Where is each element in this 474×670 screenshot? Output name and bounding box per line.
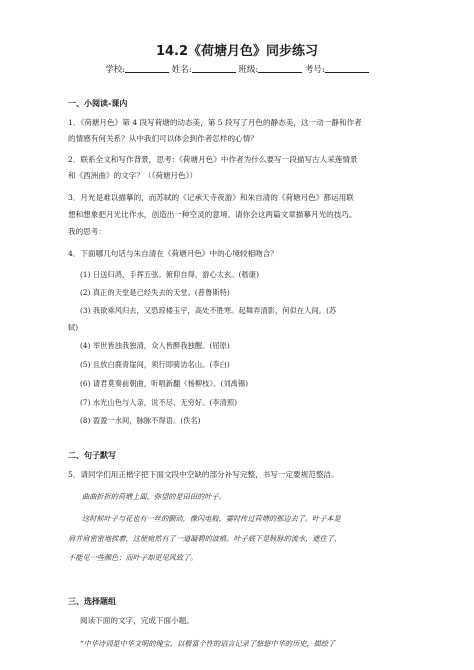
option-1: (1) 日送归鸿，手挥五弦。俯仰自得，游心太玄。(嵇康): [80, 270, 260, 279]
question-1-line-1: 1．《荷塘月色》第 4 段写荷塘的动态美，第 5 段写了月色的静态美，这一动一静和作者: [68, 118, 362, 127]
class-label: 班级:: [238, 65, 259, 75]
option-2: (2) 真正的天堂是已经失去的天堂。(普鲁斯特): [80, 288, 230, 297]
exam-no-label: 考号:: [304, 65, 325, 75]
passage-line-1: 曲曲折折的荷塘上面，弥望的是田田的叶子。: [82, 492, 226, 501]
school-label: 学校:: [105, 65, 126, 75]
option-3: (3) 我欲乘风归去，又恐琼楼玉宇，高处不胜寒。起舞弄清影，何似在人间。(苏: [80, 306, 337, 315]
question-1-line-2: 的情感有何关系？从中我们可以体会到作者怎样的心情？: [68, 134, 258, 143]
school-blank[interactable]: [125, 63, 169, 73]
name-blank[interactable]: [192, 63, 236, 73]
question-3-answer-label: 我的思考：: [68, 227, 106, 236]
passage-line-4: 不能见一些颜色；而叶子却更见风致了。: [68, 553, 198, 562]
passage-line-2: 这时候叶子与花也有一丝的颤动，像闪电般，霎时传过荷塘的那边去了。叶子本是: [82, 514, 341, 523]
option-4: (4) 举世皆浊我独清，众人皆醉我独醒。(屈原): [80, 341, 230, 350]
option-6: (6) 请君莫奏前朝曲，听唱新翻《杨柳枝》。(刘禹锡): [80, 379, 249, 388]
class-blank[interactable]: [258, 63, 302, 73]
section-3-passage-line: “中华诗词是中华文明的瑰宝，以极富个性的语言记录了悠悠中华的历史，描绘了: [80, 639, 336, 648]
question-4-stem: 4．下面哪几句话与朱自清在《荷塘月色》中的心境较相吻合？: [68, 249, 278, 258]
name-label: 姓名:: [171, 65, 192, 75]
passage-line-3: 肩并肩密密地挨着，这便宛然有了一道凝碧的波痕。叶子底下是脉脉的流水，遮住了，: [68, 534, 342, 543]
section-heading-choice: 三、选择题组: [68, 597, 116, 606]
question-2-line-1: 2．联系全文和写作背景，思考：《荷塘月色》中作者为什么要写一段描写古人采莲情景: [68, 155, 358, 164]
student-info-line: [0, 63, 474, 75]
question-3-line-2: 想和想象把月光比作水，创造出一种空灵的意境。请你会这两篇文章描摹月光的技巧。: [68, 210, 357, 219]
exam-no-blank[interactable]: [325, 63, 369, 73]
question-2-line-2: 和《西洲曲》的文字？（《荷塘月色》）: [68, 171, 198, 180]
option-5: (5) 且放白鹿青崖间，须行即骑访名山。(李白): [80, 360, 230, 369]
option-7: (7) 水光山色与人亲，说不尽、无穷好。(李清照): [80, 398, 238, 407]
question-5-stem: 5．请同学们用正楷字把下面文段中空缺的部分补写完整，书写一定要规范整洁。: [68, 470, 339, 479]
document-title: 14.2《荷塘月色》同步练习: [155, 44, 319, 59]
section-3-instruction: 阅读下面的文字，完成下面小题。: [80, 616, 194, 625]
option-3-continued: 轼): [68, 323, 79, 332]
option-8: (8) 盈盈一水间，脉脉不得语。(佚名): [80, 416, 201, 425]
question-3-line-1: 3．月光是难以描摹的，而苏轼的《记承天寺夜游》和朱自清的《荷塘月色》都运用联: [68, 193, 354, 202]
section-heading-dictation: 二、句子默写: [68, 451, 116, 460]
section-heading-reading: 一、小阅读-课内: [68, 99, 128, 108]
